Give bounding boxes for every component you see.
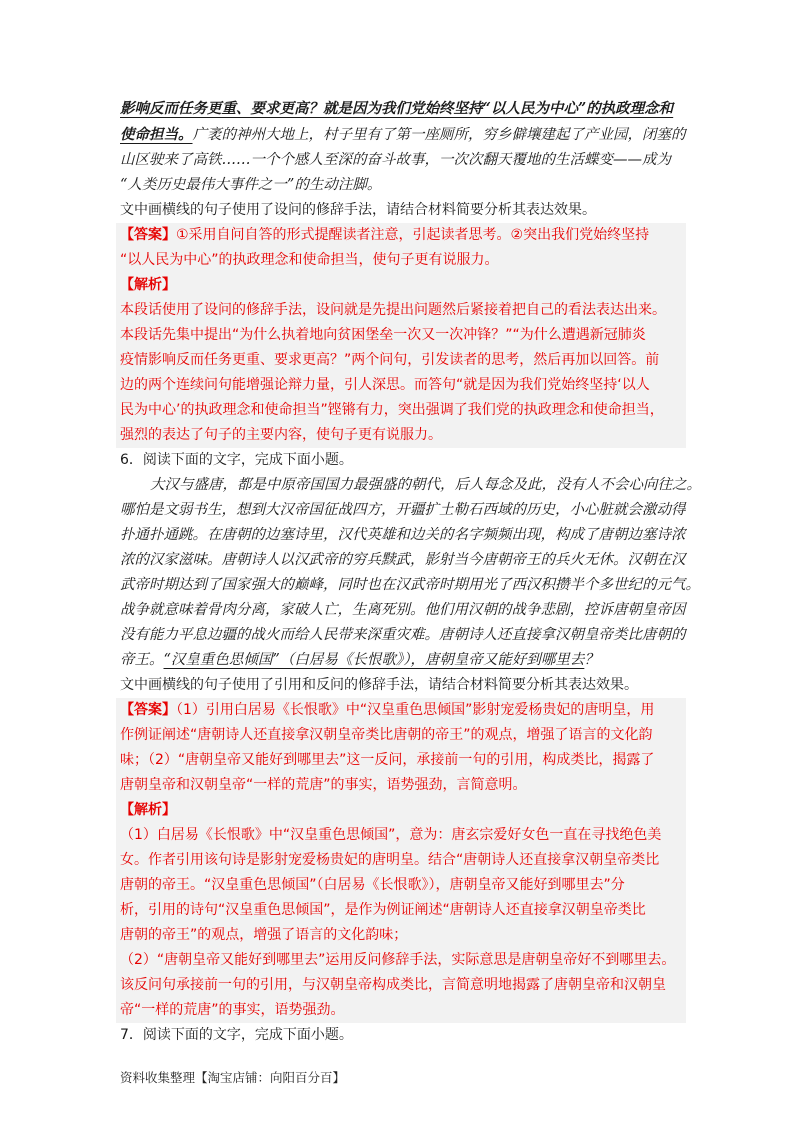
passage-6-line: 哪怕是文弱书生，想到大汉帝国征战四方，开疆扩土勒石西域的历史，小心脏就会激动得: [120, 502, 686, 518]
analysis-line: 该反问句承接前一句的引用，与汉朝皇帝构成类比，言简意明地揭露了唐朝皇帝和汉朝皇: [120, 977, 666, 993]
answer-tag: 【答案】: [120, 702, 176, 718]
passage-6-line: 帝王。“汉皇重色思倾国”（白居易《长恨歌》），唐朝皇帝又能好到哪里去？: [120, 652, 599, 668]
passage-6-line: 扑通扑通跳。在唐朝的边塞诗里，汉代英雄和边关的名字频频出现，构成了唐朝边塞诗浓: [120, 527, 686, 543]
underlined-sentence: 影响反而任务更重、要求更高？就是因为我们党始终坚持“以人民为中心”的执政理念和: [120, 100, 674, 117]
passage-5-line: “人类历史最伟大事件之一”的生动注脚。: [120, 177, 382, 193]
passage-6-line: 战争就意味着骨肉分离，家破人亡，生离死别。他们用汉朝的战争悲剧，控诉唐朝皇帝因: [120, 602, 686, 618]
question-6-prompt: 文中画横线的句子使用了引用和反问的修辞手法，请结合材料简要分析其表达效果。: [120, 677, 638, 693]
question-5-prompt: 文中画横线的句子使用了设问的修辞手法，请结合材料简要分析其表达效果。: [120, 202, 596, 218]
passage-6-line: 武帝时期达到了国家强大的巅峰，同时也在汉武帝时期用光了西汉积攒半个多世纪的元气。: [120, 577, 700, 593]
analysis-line: 边的两个连续问句能增强论辩力量，引人深思。而答句“就是因为我们党始终坚持‘以人: [120, 377, 650, 393]
underlined-sentence: “汉皇重色思倾国”（白居易《长恨歌》），唐朝皇帝又能好到哪里去: [163, 652, 585, 668]
passage-6-line: 大汉与盛唐，都是中原帝国国力最强盛的朝代，后人每念及此，没有人不会心向往之。: [150, 477, 701, 493]
passage-6-line: 浓的汉家滋味。唐朝诗人以汉武帝的穷兵黩武，影射当今唐朝帝王的兵火无休。汉朝在汉: [120, 552, 686, 568]
analysis-line: 疫情影响反而任务更重、要求更高？”两个问句，引发读者的思考，然后再加以回答。前: [120, 352, 660, 368]
passage-5-line: [120, 96, 682, 122]
analysis-line: 强烈的表达了句子的主要内容，使句子更有说服力。: [120, 427, 442, 443]
answer-box-6: 【答案】（1）引用白居易《长恨歌》中“汉皇重色思倾国”影射宠爱杨贵妃的唐明皇，用 作例证阐述“唐朝诗人还直接拿汉朝皇帝类比唐朝的帝王”的观点，增强了语言的文化韵 味；（2）“唐朝皇帝又能好到哪里去”这一反问，承接前一句的引用，构成类比，揭露了 唐朝皇帝和汉朝皇帝“一样的荒唐”的事实，语势强劲，言简意明。 【解析】 （1）白居易《长恨歌》中“汉皇重色思倾国”，意为：唐玄宗爱好女色一直在寻找绝色美 女。作者引用该句诗是影射宠爱杨贵妃的唐明皇。结合“唐朝诗人还直接拿汉朝皇帝类比 唐朝的帝王。“汉皇重色思倾国”（白居易《长恨歌》），唐朝皇帝又能好到哪里去”分 析，引用的诗句“汉皇重色思倾国”，是作为例证阐述“唐朝诗人还直接拿汉朝皇帝类比 唐朝的帝王”的观点，增强了语言的文化韵味； （2）“唐朝皇帝又能好到哪里去”运用反问修辞手法，实际意思是唐朝皇帝好不到哪里去。 该反问句承接前一句的引用，与汉朝皇帝构成类比，言简意明地揭露了唐朝皇帝和汉朝皇 帝“一样的荒唐”的事实，语势强劲。: [116, 698, 686, 1023]
analysis-line: （1）白居易《长恨歌》中“汉皇重色思倾国”，意为：唐玄宗爱好女色一直在寻找绝色美: [120, 827, 662, 843]
analysis-line: （2）“唐朝皇帝又能好到哪里去”运用反问修辞手法，实际意思是唐朝皇帝好不到哪里去。: [120, 952, 676, 968]
analysis-line: 本段话使用了设问的修辞手法，设问就是先提出问题然后紧接着把自己的看法表达出来。: [120, 302, 666, 318]
analysis-tag: 【解析】: [120, 277, 176, 293]
analysis-line: 本段话先集中提出“为什么执着地向贫困堡垒一次又一次冲锋？”“为什么遭遇新冠肺炎: [120, 327, 646, 343]
analysis-line: 析，引用的诗句“汉皇重色思倾国”，是作为例证阐述“唐朝诗人还直接拿汉朝皇帝类比: [120, 902, 646, 918]
question-6-title: 6．阅读下面的文字，完成下面小题。: [120, 452, 353, 468]
passage-5-line: 使命担当。广袤的神州大地上，村子里有了第一座厕所，穷乡僻壤建起了产业园，闭塞的: [120, 126, 686, 143]
analysis-line: 唐朝的帝王”的观点，增强了语言的文化韵味；: [120, 927, 408, 943]
analysis-tag: 【解析】: [120, 802, 176, 818]
question-7-title: 7．阅读下面的文字，完成下面小题。: [120, 1027, 353, 1043]
answer-box-5: 【答案】①采用自问自答的形式提醒读者注意，引起读者思考。②突出我们党始终坚持 “以人民为中心”的执政理念和使命担当，使句子更有说服力。 【解析】 本段话使用了设问的修辞手法，设问就是先提出问题然后紧接着把自己的看法表达出来。 本段话先集中提出“为什么执着地向贫困堡垒一次又一次冲锋？”“为什么遭遇新冠肺炎 疫情影响反而任务更重、要求更高？”两个问句，引发读者的思考，然后再加以回答。前 边的两个连续问句能增强论辩力量，引人深思。而答句“就是因为我们党始终坚持‘以人 民为中心’的执政理念和使命担当”铿锵有力，突出强调了我们党的执政理念和使命担当， 强烈的表达了句子的主要内容，使句子更有说服力。: [116, 223, 686, 448]
passage-5-line: 山区驶来了高铁……一个个感人至深的奋斗故事，一次次翻天覆地的生活蝶变——成为: [120, 152, 671, 168]
analysis-line: 唐朝的帝王。“汉皇重色思倾国”（白居易《长恨歌》），唐朝皇帝又能好到哪里去”分: [120, 877, 625, 893]
analysis-line: 帝“一样的荒唐”的事实，语势强劲。: [120, 1002, 345, 1018]
page-footer: 资料收集整理【淘宝店铺：向阳百分百】: [120, 1070, 346, 1085]
analysis-line: 民为中心’的执政理念和使命担当”铿锵有力，突出强调了我们党的执政理念和使命担当，: [120, 402, 664, 418]
answer-tag: 【答案】: [120, 227, 176, 243]
analysis-line: 女。作者引用该句诗是影射宠爱杨贵妃的唐明皇。结合“唐朝诗人还直接拿汉朝皇帝类比: [120, 852, 660, 868]
passage-6-line: 没有能力平息边疆的战火而给人民带来深重灾难。唐朝诗人还直接拿汉朝皇帝类比唐朝的: [120, 627, 686, 643]
underlined-sentence: 使命担当。: [120, 126, 193, 143]
